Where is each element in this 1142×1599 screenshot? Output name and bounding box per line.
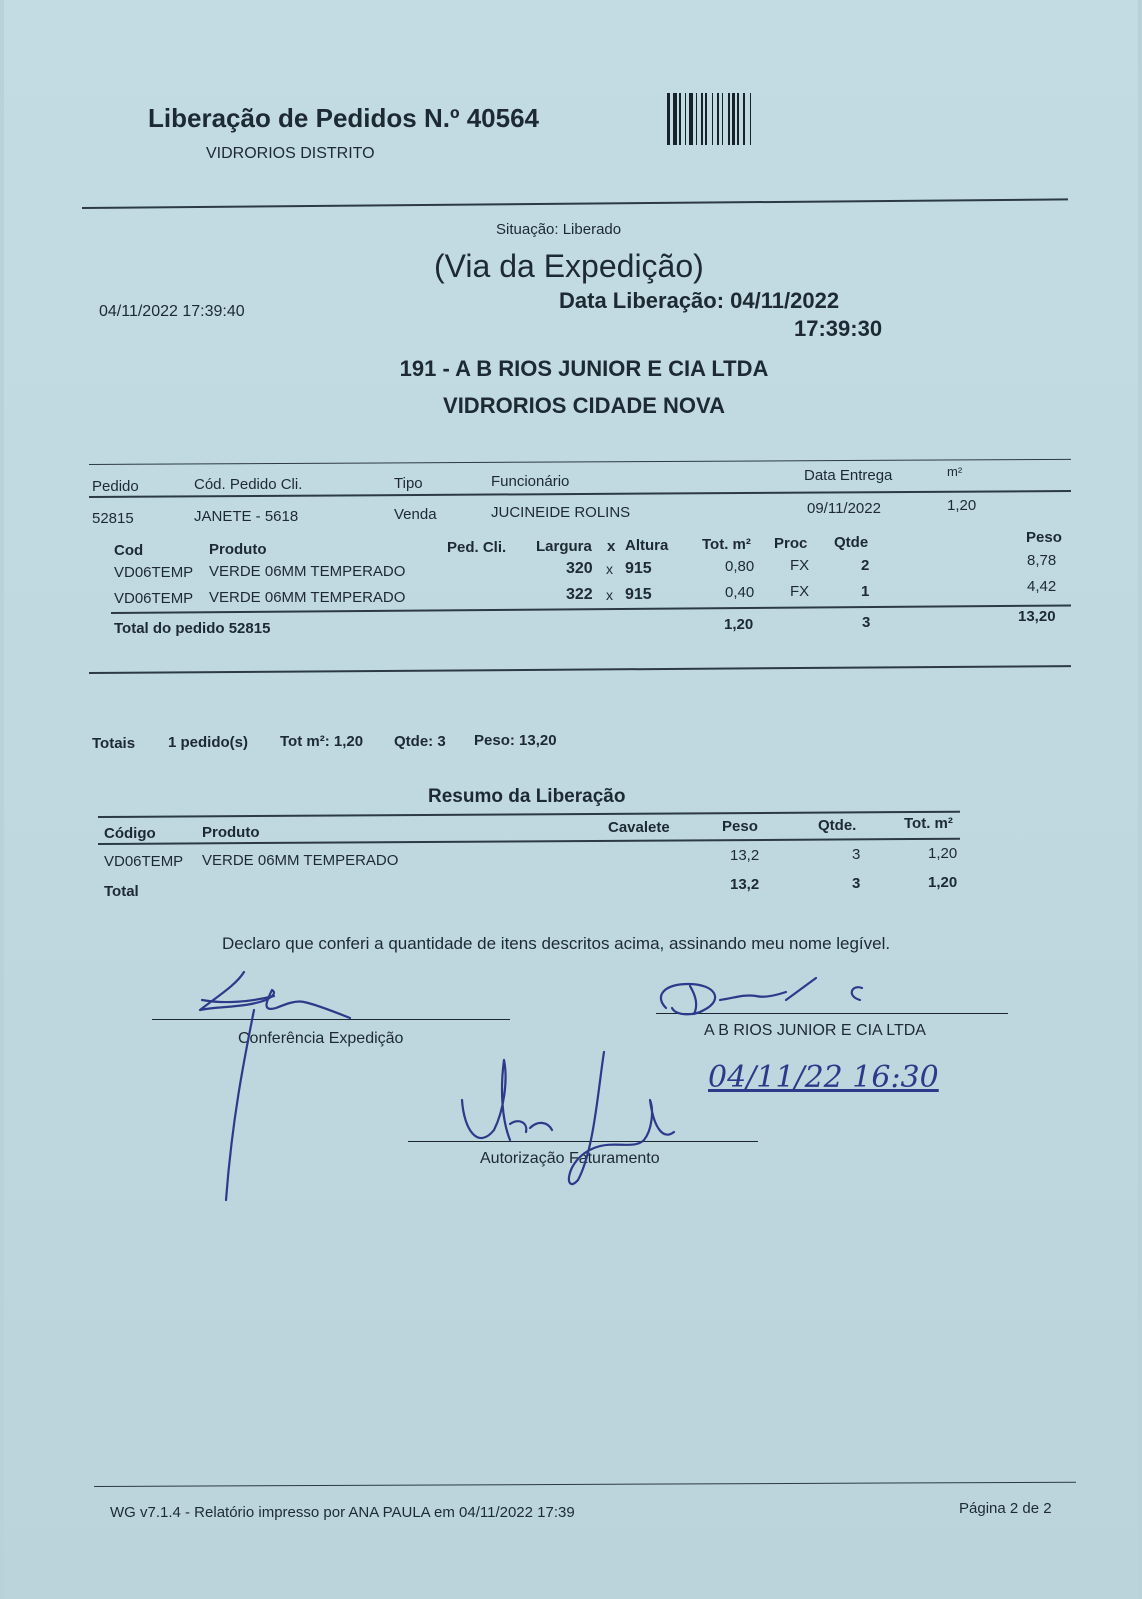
signature-stroke [720,992,786,1000]
order-total-qtde: 3 [862,614,871,631]
row-produto: VERDE 06MM TEMPERADO [209,563,406,580]
document-title: Liberação de Pedidos N.º 40564 [148,103,539,133]
row-qtde: 1 [861,583,870,600]
signature-stroke [690,986,696,1014]
order-total-peso: 13,20 [1018,608,1056,625]
row-proc: FX [790,557,810,574]
release-time: 17:39:30 [794,316,883,341]
company-name: VIDRORIOS DISTRITO [206,145,375,162]
via-label: (Via da Expedição) [434,248,704,284]
row-x: x [606,587,613,603]
row-produto: VERDE 06MM TEMPERADO [209,589,406,606]
value-m2: 1,20 [947,497,977,514]
page-number: Página 2 de 2 [959,1500,1052,1517]
row-altura: 915 [625,560,652,577]
signature-stroke [786,978,816,1000]
signature-stroke [510,1121,552,1132]
signature-stroke [852,987,862,1000]
signature-stroke [569,1052,674,1184]
printed-datetime: 04/11/2022 17:39:40 [99,303,245,320]
items-col-largura: Largura [536,538,592,555]
col-tipo: Tipo [394,475,423,492]
items-col-altura: Altura [625,537,669,554]
declaration-text: Declaro que conferi a quantidade de itens descritos acima, assinando meu nome legível. [222,934,891,953]
totals-m2: Tot m²: 1,20 [280,733,364,750]
summary-row-peso: 13,2 [730,847,760,864]
client-name: 191 - A B RIOS JUNIOR E CIA LTDA [399,356,769,381]
items-col-qtde: Qtde [834,534,869,551]
summary-row-produto: VERDE 06MM TEMPERADO [202,852,399,869]
totals-qtde: Qtde: 3 [394,733,446,750]
summary-row-tot-m2: 1,20 [928,845,958,862]
totals-pedidos: 1 pedido(s) [168,734,249,751]
value-funcionario: JUCINEIDE ROLINS [491,504,631,521]
signature-label-autorizacao: Autorização Faturamento [480,1150,660,1167]
client-branch: VIDRORIOS CIDADE NOVA [443,393,725,418]
document-page [4,0,1138,1599]
summary-row-qtde: 3 [852,846,861,863]
items-col-cod: Cod [114,542,144,559]
items-col-proc: Proc [774,535,808,552]
value-cod-pedido-cli: JANETE - 5618 [194,508,299,525]
signature-label-company: A B RIOS JUNIOR E CIA LTDA [704,1022,926,1039]
signature-label-conferencia: Conferência Expedição [238,1030,404,1047]
handwritten-signatures [4,0,1138,1300]
row-cod: VD06TEMP [114,564,194,581]
value-pedido: 52815 [92,510,134,527]
row-tot-m2: 0,80 [725,558,755,575]
row-cod: VD06TEMP [114,590,194,607]
footer-left: WG v7.1.4 - Relatório impresso por ANA PAULA em 04/11/2022 17:39 [110,1504,575,1521]
summary-total-peso: 13,2 [730,876,760,893]
summary-total-tot-m2: 1,20 [928,874,958,891]
divider [94,1482,1076,1487]
signature-stroke [200,972,350,1018]
col-pedido: Pedido [92,478,139,495]
row-largura: 322 [566,586,593,603]
totals-label: Totais [92,735,136,752]
signature-stroke [462,1060,510,1140]
row-peso: 4,42 [1027,578,1057,595]
summary-col-codigo: Código [104,825,156,842]
summary-col-produto: Produto [202,824,260,841]
col-cod-pedido-cli: Cód. Pedido Cli. [194,476,303,493]
summary-col-qtde: Qtde. [818,817,857,834]
summary-row-codigo: VD06TEMP [104,853,184,870]
summary-col-cavalete: Cavalete [608,819,670,836]
row-x: x [606,561,613,577]
row-largura: 320 [566,560,593,577]
items-col-produto: Produto [209,541,267,558]
row-proc: FX [790,583,810,600]
order-total-label: Total do pedido 52815 [114,620,271,637]
items-col-tot-m2: Tot. m² [702,536,751,553]
summary-col-peso: Peso [722,818,758,835]
situation-label: Situação: Liberado [496,221,622,238]
row-peso: 8,78 [1027,552,1057,569]
value-tipo: Venda [394,506,437,523]
col-data-entrega: Data Entrega [804,467,893,484]
summary-total-label: Total [104,883,139,900]
release-date: Data Liberação: 04/11/2022 [559,288,840,313]
value-data-entrega: 09/11/2022 [807,500,881,517]
signature-stroke [226,1010,254,1200]
items-col-x: x [607,538,616,555]
row-tot-m2: 0,40 [725,584,755,601]
summary-total-qtde: 3 [852,875,861,892]
signature-stroke [661,984,715,1014]
totals-peso: Peso: 13,20 [474,732,557,749]
summary-col-tot-m2: Tot. m² [904,815,953,832]
order-total-m2: 1,20 [724,616,754,633]
items-col-peso: Peso [1026,529,1062,546]
handwritten-date: 04/11/22 16:30 [708,1060,939,1095]
row-qtde: 2 [861,557,870,574]
col-funcionario: Funcionário [491,473,570,490]
items-col-ped-cli: Ped. Cli. [447,539,507,556]
row-altura: 915 [625,586,652,603]
col-m2: m² [947,464,963,479]
summary-title: Resumo da Liberação [428,786,626,807]
